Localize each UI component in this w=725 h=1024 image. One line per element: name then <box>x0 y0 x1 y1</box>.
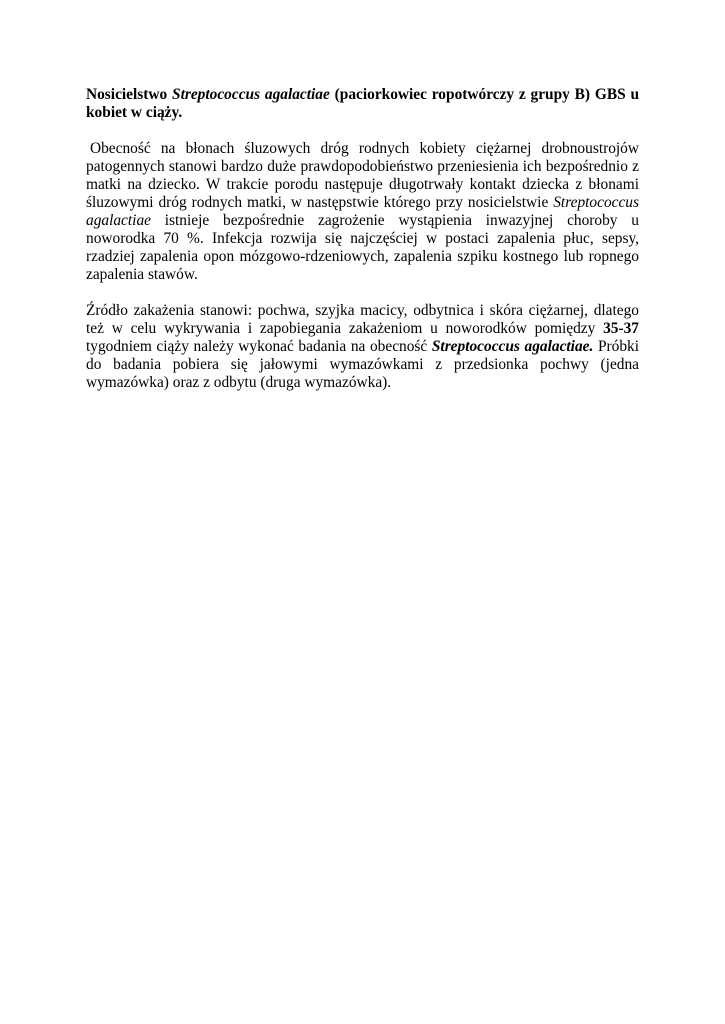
paragraph2-weeks: 35-37 <box>603 320 639 337</box>
paragraph1-text-start: Obecność na błonach śluzowych dróg rodnych kobiety ciężarnej drobnoustrojów patogennych stanowi bardzo duże prawdopodobieństwo przeniesienia ich bezpośrednio z matki na dziecko. W trakcie porodu następuje długotrwały kontakt dziecka z błonami śluzowymi dróg rodnych matki, w następstwie którego przy nosicielstwie <box>86 140 639 211</box>
title-text-start: Nosicielstwo <box>86 86 173 103</box>
paragraph1-text-end: istnieje bezpośrednie zagrożenie wystąpienia inwazyjnej choroby u noworodka 70 %. Infekcja rozwija się najczęściej w postaci zapalenia płuc, sepsy, rzadziej zapalenia opon mózgowo-rdzeniowych, zapalenia szpiku kostnego lub ropnego zapalenia stawów. <box>86 212 639 283</box>
paragraph1-species-name: Streptococcus agalactiae <box>86 194 639 229</box>
paragraph2-species-name-italic: Streptococcus agalactiae. <box>431 338 594 355</box>
paragraph2-species-name <box>432 338 593 355</box>
paragraph2-text-middle: tygodniem ciąży należy wykonać badania na obecność <box>86 338 432 355</box>
paragraph-transmission <box>86 140 639 284</box>
title-species-name: Streptococcus agalactiae <box>172 86 330 103</box>
paragraph2-text-start: Źródło zakażenia stanowi: pochwa, szyjka macicy, odbytnica i skóra ciężarnej, dlatego też w celu wykrywania i zapobiegania zakażeniom u noworodków pomiędzy <box>86 302 639 337</box>
title-text-end: (paciorkowiec ropotwórczy z grupy B) GBS u kobiet w ciąży. <box>86 86 640 121</box>
document-title <box>86 86 639 122</box>
document-page <box>86 86 639 410</box>
paragraph-infection-source <box>86 302 639 392</box>
paragraph2-text-end: Próbki do badania pobiera się jałowymi wymazówkami z przedsionka pochwy (jedna wymazówka) oraz z odbytu (druga wymazówka). <box>86 338 639 391</box>
